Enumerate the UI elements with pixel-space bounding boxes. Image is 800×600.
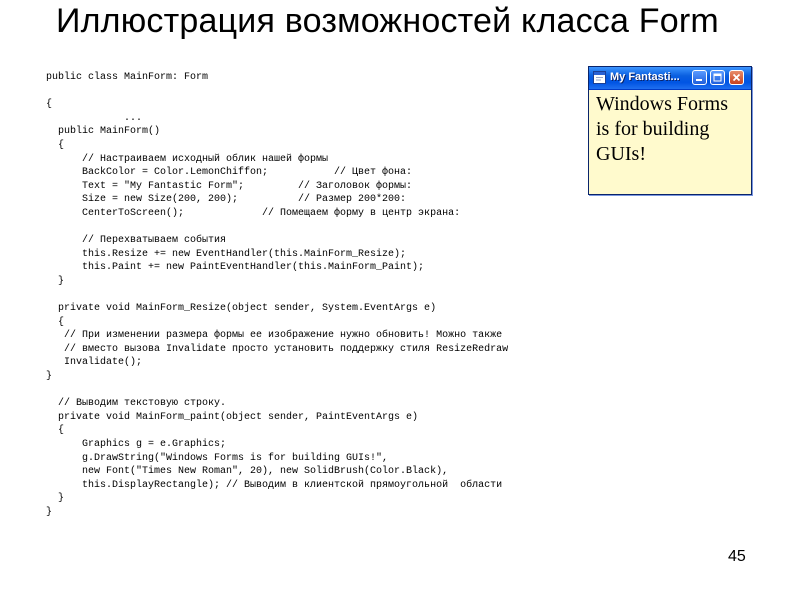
code-line: { bbox=[46, 316, 65, 328]
code-line: ... bbox=[46, 112, 143, 124]
code-line: // При изменении размера формы ее изображение нужно обновить! Можно также bbox=[46, 330, 503, 342]
code-line: } bbox=[46, 275, 65, 287]
code-line: } bbox=[46, 371, 53, 383]
minimize-icon[interactable] bbox=[692, 70, 707, 85]
code-line: public class MainForm: Form bbox=[46, 72, 209, 83]
slide-title: Иллюстрация возможностей класса Form bbox=[56, 2, 719, 40]
code-line: private void MainForm_paint(object sender, PaintEventArgs e) bbox=[46, 411, 419, 423]
code-line: // Настраиваем исходный облик нашей формы bbox=[46, 153, 329, 165]
window-client-text: Windows Forms is for building GUIs! bbox=[596, 93, 728, 165]
code-line: this.Paint += new PaintEventHandler(this.MainForm_Paint); bbox=[46, 262, 425, 274]
code-line: } bbox=[46, 493, 65, 505]
code-line: } bbox=[46, 507, 53, 518]
code-line: Invalidate(); bbox=[46, 357, 143, 369]
code-line: // вместо вызова Invalidate просто установить поддержку стиля ResizeRedraw bbox=[46, 343, 509, 355]
code-line: // Выводим текстовую строку. bbox=[46, 398, 227, 410]
code-line bbox=[46, 289, 586, 303]
code-line: // Перехватываем события bbox=[46, 235, 227, 247]
code-line: Graphics g = e.Graphics; bbox=[46, 439, 227, 451]
close-icon[interactable] bbox=[729, 70, 744, 85]
code-line: this.Resize += new EventHandler(this.MainForm_Resize); bbox=[46, 248, 407, 260]
code-line: Text = "My Fantastic Form"; // Заголовок формы: bbox=[46, 180, 413, 192]
maximize-icon[interactable] bbox=[710, 70, 725, 85]
code-line: this.DisplayRectangle); // Выводим в клиентской прямоугольной области bbox=[46, 479, 503, 491]
code-line: CenterToScreen(); // Помещаем форму в центр экрана: bbox=[46, 207, 461, 219]
code-line: { bbox=[46, 139, 65, 151]
code-line: BackColor = Color.LemonChiffon; // Цвет фона: bbox=[46, 167, 413, 179]
page-number: 45 bbox=[728, 548, 746, 565]
code-line bbox=[46, 85, 586, 99]
form-window-illustration bbox=[588, 66, 752, 195]
code-line: new Font("Times New Roman", 20), new SolidBrush(Color.Black), bbox=[46, 466, 449, 478]
code-line: public MainForm() bbox=[46, 126, 161, 138]
window-client-area bbox=[589, 90, 751, 194]
code-line: private void MainForm_Resize(object sender, System.EventArgs e) bbox=[46, 303, 437, 315]
window-title: My Fantasti... bbox=[610, 71, 680, 83]
code-line bbox=[46, 384, 586, 398]
code-line: g.DrawString("Windows Forms is for building GUIs!", bbox=[46, 452, 389, 464]
window-titlebar bbox=[589, 67, 751, 90]
code-listing bbox=[46, 71, 586, 520]
code-line: { bbox=[46, 425, 65, 437]
code-line: { bbox=[46, 99, 53, 111]
code-line bbox=[46, 221, 586, 235]
code-line: Size = new Size(200, 200); // Размер 200*200: bbox=[46, 194, 407, 206]
app-icon bbox=[593, 71, 606, 84]
